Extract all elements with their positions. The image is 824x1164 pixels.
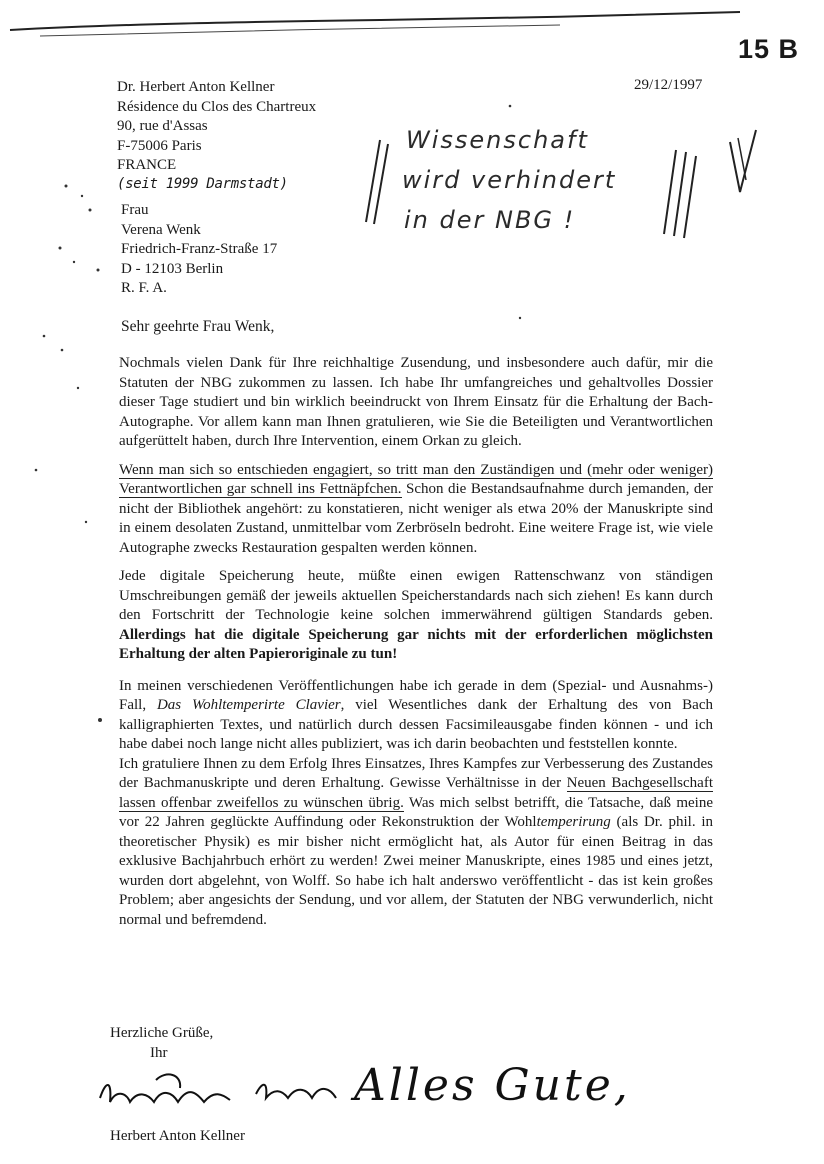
margin-note-line: in der NBG ! (404, 206, 576, 234)
italic-title: Das Wohltemperirte Clavier (156, 697, 341, 713)
closing-ihr: Ihr (150, 1045, 168, 1061)
sender-line: Résidence du Clos des Chartreux (117, 98, 317, 115)
italic-text: temperirung (536, 814, 611, 830)
paragraph-text: Was mich selbst betrifft, die Tatsache, daß meine vor 22 Jahren geglückte Auffindung oder Rekonstruktion der Wohl (119, 794, 713, 830)
recipient-line: Frau (121, 202, 149, 218)
underlined-text: Wenn man sich so entschieden engagiert, so tritt man den Zuständigen und (mehr oder weniger) Verantwortlichen gar schnell ins Fettnäpfchen. (119, 461, 713, 497)
paragraph-text: Jede digitale Speicherung heute, müßte einen ewigen Rattenschwanz von ständigen Umschreibungen gemäß der jeweils aktuellen Speicherstandards nach sich ziehen! Es kann durch den Fortschritt der Technologie keine solchen immerwährend gültigen Standards geben. (119, 568, 713, 623)
paragraph-text: Nochmals vielen Dank für Ihre reichhaltige Zusendung, und insbesondere auch dafür, mir die Statuten der NBG zukommen zu lassen. Ich habe Ihr umfangreiches und gehaltvolles Dossier dieser Tage studiert und bin wirklich beeindruckt von Ihrem Einsatz für die Erhaltung der Bach-Autographe. Vor allem kann man Ihnen gratulieren, wie Sie die Beteiligten und Verantwortlichen aufgerüttelt haben, durch Ihre Intervention, einem Orkan zu gleich. (119, 355, 713, 449)
recipient-line: R. F. A. (121, 280, 167, 296)
paragraph-text: Ich gratuliere Ihnen zu dem Erfolg Ihres Einsatzes, Ihres Kampfes zur Verbesserung des Zustandes der Bachmanuskripte und deren Erhaltung. Gewisse Verhältnisse in der (119, 755, 713, 791)
margin-note-line: wird verhindert (402, 166, 617, 194)
signer-name: Herbert Anton Kellner (110, 1128, 245, 1144)
closing-phrase: Herzliche Grüße, (110, 1025, 214, 1041)
bold-text: Allerdings hat die digitale Speicherung gar nichts mit der erforderlichen möglichsten Erhaltung der alten Papieroriginale zu tun! (119, 626, 713, 662)
margin-note-line: Wissenschaft (406, 126, 589, 154)
page-number-stamp: 15 B (738, 34, 800, 64)
handwritten-greeting: Alles Gute, (354, 1060, 631, 1111)
handwritten-address-note: (seit 1999 Darmstadt) (117, 176, 288, 192)
salutation: Sehr geehrte Frau Wenk, (121, 318, 275, 335)
letter-date: 29/12/1997 (634, 77, 703, 93)
paragraph-text: In meinen verschiedenen Veröffentlichungen habe ich gerade in dem (Spezial- und Ausnahms-) Fall, (119, 677, 713, 713)
recipient-line: Verena Wenk (121, 221, 201, 238)
recipient-line: D - 12103 Berlin (121, 260, 224, 277)
paragraph-text: , viel Wesentliches dank der Erhaltung des von Bach kalligraphierten Textes, und natürlich durch dessen Facsimileausgabe finden können - und ich habe dabei noch lange nicht alles publiziert, was ich darin beobachten und feststellen konnte. (119, 697, 713, 752)
sender-line: 90, rue d'Assas (117, 118, 208, 134)
paragraph-text: (als Dr. phil. in theoretischer Physik) es mir bisher nicht ermöglicht hat, als Autor für einen Beitrag in das exklusive Bachjahrbuch erhört zu werden! Zwei meiner Manuskripte, eines 1985 und eines jetzt, wurden dort abgelehnt, von Wolff. So habe ich halt anderswo veröffentlicht - das ist kein großes Problem; aber angesichts der Sendung, und vor allem, der Statuten der NBG verwunderlich, nicht normal und befremdend. (119, 814, 713, 928)
recipient-line: Friedrich-Franz-Straße 17 (121, 241, 278, 257)
sender-line: FRANCE (117, 157, 177, 173)
sender-line: Dr. Herbert Anton Kellner (117, 79, 275, 95)
paragraph-text: Schon die Bestandsaufnahme durch jemanden, der nicht der Bibliothek angehört: zu konstatieren, nicht weniger als etwa 20% der Manuskripte sind in einem desolaten Zustand, unmittelbar vom Zerbröseln bedroht. Eine weitere Frage ist, wie viele Autographe zwecks Restauration gespalten werden können. (119, 481, 713, 556)
underlined-text: Neuen Bachgesellschaft lassen offenbar zweifellos zu wünschen übrig. (119, 775, 713, 811)
sender-line: F-75006 Paris (117, 137, 202, 154)
